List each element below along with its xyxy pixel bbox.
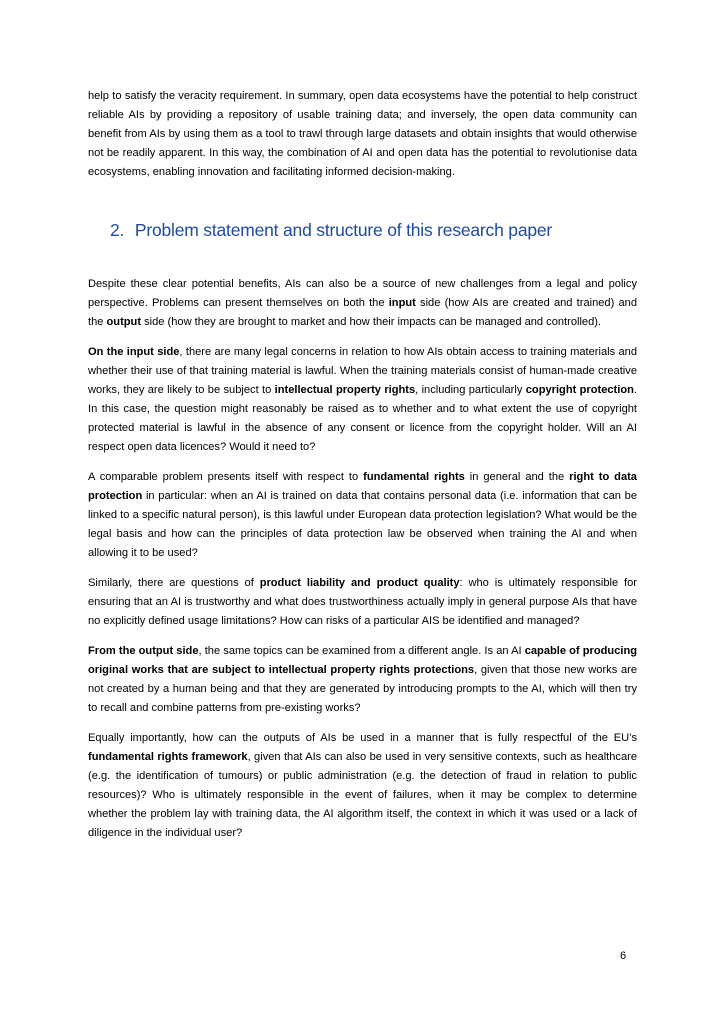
- paragraph-input-output: Despite these clear potential benefits, AIs can also be a source of new challenges from a legal and policy perspective. Problems can present themselves on both the input side (how AIs are created and trained) and the output side (how they are brought to market and how their impacts can be managed and controlled).: [88, 278, 637, 328]
- paragraph-output-side: From the output side, the same topics can be examined from a different angle. Is an AI capable of producing original works that are subject to intellectual property rights protections, given that those new works are not created by a human being and that they are generated by introducing prompts to the AI, which will then try to recall and combine patterns from pre-existing works?: [88, 645, 637, 714]
- section-number: 2.: [110, 220, 125, 240]
- paragraph-input-side: On the input side, there are many legal concerns in relation to how AIs obtain access to training materials and whether their use of that training material is lawful. When the training materials consist of human-made creative works, they are likely to be subject to intellectual property rights, including particularly copyright protection. In this case, the question might reasonably be raised as to whether and to what extent the use of copyright protected material is lawful in the absence of any consent or licence from the copyright holder. Will an AI respect open data licences? Would it need to?: [88, 346, 637, 453]
- paragraph-fundamental-rights: A comparable problem presents itself with respect to fundamental rights in general and the right to data protection in particular: when an AI is trained on data that contains personal data (i.e. information that can be linked to a specific natural person), is this lawful under European data protection legislation? What would be the legal basis and how can the principles of data protection law be observed when training the AI and when allowing it to be used?: [88, 471, 637, 559]
- section-title: Problem statement and structure of this research paper: [134, 220, 553, 240]
- paragraph-rights-framework: Equally importantly, how can the outputs of AIs be used in a manner that is fully respectful of the EU’s fundamental rights framework, given that AIs can also be used in very sensitive contexts, such as healthcare (e.g. the identification of tumours) or public administration (e.g. the detection of fraud in relation to public resources)? Who is ultimately responsible in the event of failures, when it may be complex to determine whether the problem lay with training data, the AI algorithm itself, the context in which it was used or a lack of diligence in the individual user?: [88, 732, 637, 839]
- document-body: [88, 87, 637, 854]
- intro-paragraph: help to satisfy the veracity requirement. In summary, open data ecosystems have the potential to help construct reliable AIs by providing a repository of usable training data; and inversely, the open data community can benefit from AIs by using them as a tool to trawl through large datasets and obtain insights that would otherwise not be readily apparent. In this way, the combination of AI and open data has the potential to revolutionise data ecosystems, enabling innovation and facilitating informed decision-making.: [88, 90, 637, 178]
- page-number: 6: [620, 950, 627, 962]
- paragraph-product-liability: Similarly, there are questions of product liability and product quality: who is ultimately responsible for ensuring that an AI is trustworthy and what does trustworthiness actually imply in general purpose AIs that have no explicitly defined usage limitations? How can risks of a particular AIS be identified and managed?: [88, 577, 637, 627]
- section-heading: [110, 220, 637, 241]
